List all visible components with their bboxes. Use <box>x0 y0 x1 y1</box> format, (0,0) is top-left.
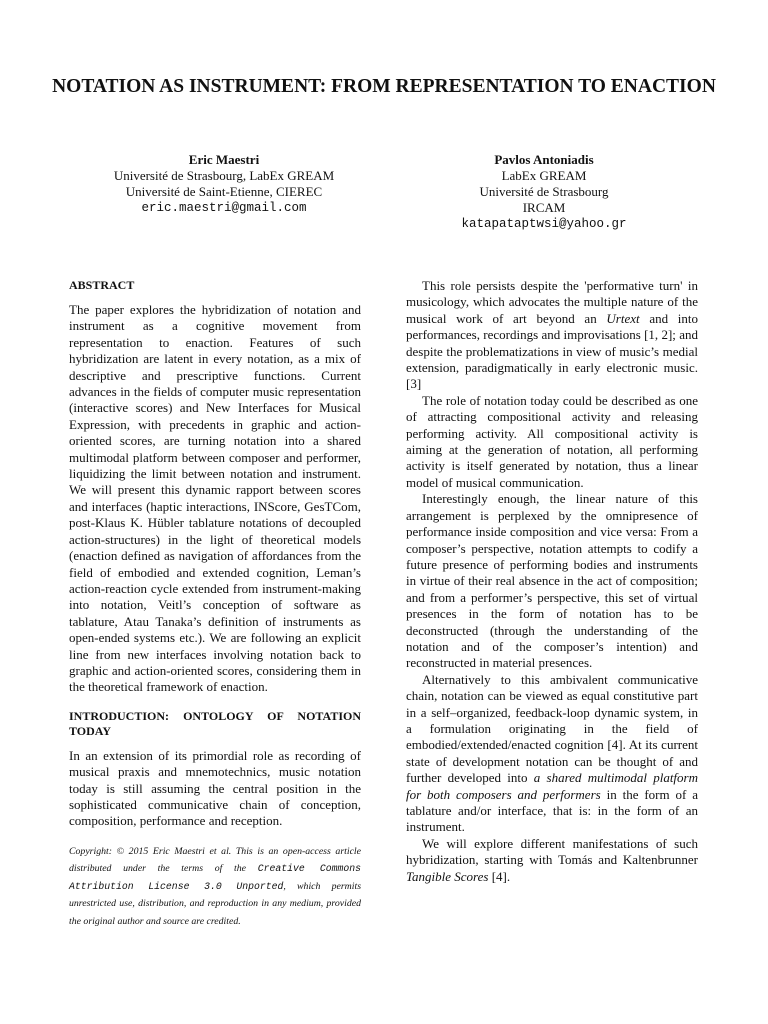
right-column <box>406 278 698 885</box>
author-name: Eric Maestri <box>188 152 260 167</box>
paper-title: NOTATION AS INSTRUMENT: FROM REPRESENTATION TO ENACTION <box>52 76 716 97</box>
introduction-text: In an extension of its primordial role as recording of musical praxis and mnemotechnics, music notation today is still assuming the central position in the sophisticated communicative chain of conception, composition, performance and reception. <box>69 747 361 829</box>
paragraph: We will explore different manifestations of such hybridization, starting with Tomás and Kaltenbrunner Tangible Scores [4]. <box>406 835 698 884</box>
author-affiliation: Université de Saint-Etienne, CIEREC <box>125 184 323 199</box>
copyright-notice: Copyright: © 2015 Eric Maestri et al. This is an open-access article distributed under the terms of the Creative Commons Attribution License 3.0 Unported, which permits unrestricted use, distribution, and reproduction in any medium, provided the original author and source are credited. <box>69 845 362 927</box>
author-block-2 <box>384 152 704 232</box>
author-email: eric.maestri@gmail.com <box>141 201 307 215</box>
platform-emphasis: a shared multimodal platform for both composers and performers <box>406 770 698 802</box>
abstract-text: The paper explores the hybridization of notation and instrument as a cognitive movement from representation to enaction. Features of such hybridization are latent in every notation, as a mix of descriptive and prescriptive functions. Current advances in the fields of computer music representation (interactive scores) and New Interfaces for Musical Expression, with precedents in graphic and action-oriented scores, are turning notation into a shared multimodal platform between composer and performer, liquidizing the limit between notation and instrument. We will present this dynamic rapport between scores and interfaces (haptic interactions, INScore, GesTCom, post-Klaus K. Hübler tablature notations of decoupled action-structures) in the light of theoretical models (enaction defined as navigation of affordances from the field of embodied and extended cognition, Leman’s action-reaction cycle extended from instrument-making into notation, Veitl’s conception of software as tablature, Atau Tanaka’s definition of instruments as open-ended systems etc.). We are following an explicit line from new interfaces involving notation back to graphic and action-oriented scores, considering them in the theoretical framework of enaction. <box>69 302 361 695</box>
author-block-1 <box>64 152 384 216</box>
author-affiliation: LabEx GREAM <box>501 168 587 183</box>
paragraph: Alternatively to this ambivalent communicative chain, notation can be viewed as equal constitutive part in a self–organized, feedback-loop dynamic system, in a formulation originating in the field of embodied/extended/enacted cognition [4]. At its current state of development notation can be thought of and further developed into a shared multimodal platform for both composers and performers in the form of a tablature and/or interface, that is: in the form of an instrument. <box>406 671 698 835</box>
author-name: Pavlos Antoniadis <box>494 152 594 167</box>
paragraph: The role of notation today could be described as one of attracting compositional activity and releasing performing activity. All compositional activity is aiming at the generation of notation, all performing activity is itself generated by notation, thus a linear model of musical communication. <box>406 392 698 490</box>
author-affiliation: Université de Strasbourg, LabEx GREAM <box>113 168 335 183</box>
paragraph: Interestingly enough, the linear nature of this arrangement is perplexed by the omnipresence of performance inside composition and vice versa: From a composer’s perspective, notation attempts to codify a future presence of performing bodies and instruments in virtue of their real absence in the act of composition; and from a performer’s perspective, this set of virtual presences in the form of notation has to be deconstructed (through the understanding of the notation and of the composer’s intention) and reconstructed in material presences. <box>406 491 698 671</box>
author-affiliation: IRCAM <box>522 200 566 215</box>
tangible-scores-emphasis: Tangible Scores <box>406 868 489 884</box>
author-affiliation: Université de Strasbourg <box>479 184 609 199</box>
introduction-heading: INTRODUCTION: ONTOLOGY OF NOTATION TODAY <box>69 708 361 738</box>
urtext-emphasis: Urtext <box>606 310 640 326</box>
abstract-heading: ABSTRACT <box>69 278 135 292</box>
author-email: katapataptwsi@yahoo.gr <box>461 217 627 231</box>
left-column <box>69 278 361 930</box>
license-name: Creative Commons Attribution License 3.0 Unported <box>69 863 361 892</box>
paragraph: This role persists despite the 'performative turn' in musicology, which advocates the multiple nature of the musical work of art beyond an Urtext and into performances, recordings and improvisations [1, 2]; and despite the problematizations in view of music’s medial extension, paradigmatically in early electronic music. [3] <box>406 278 699 392</box>
